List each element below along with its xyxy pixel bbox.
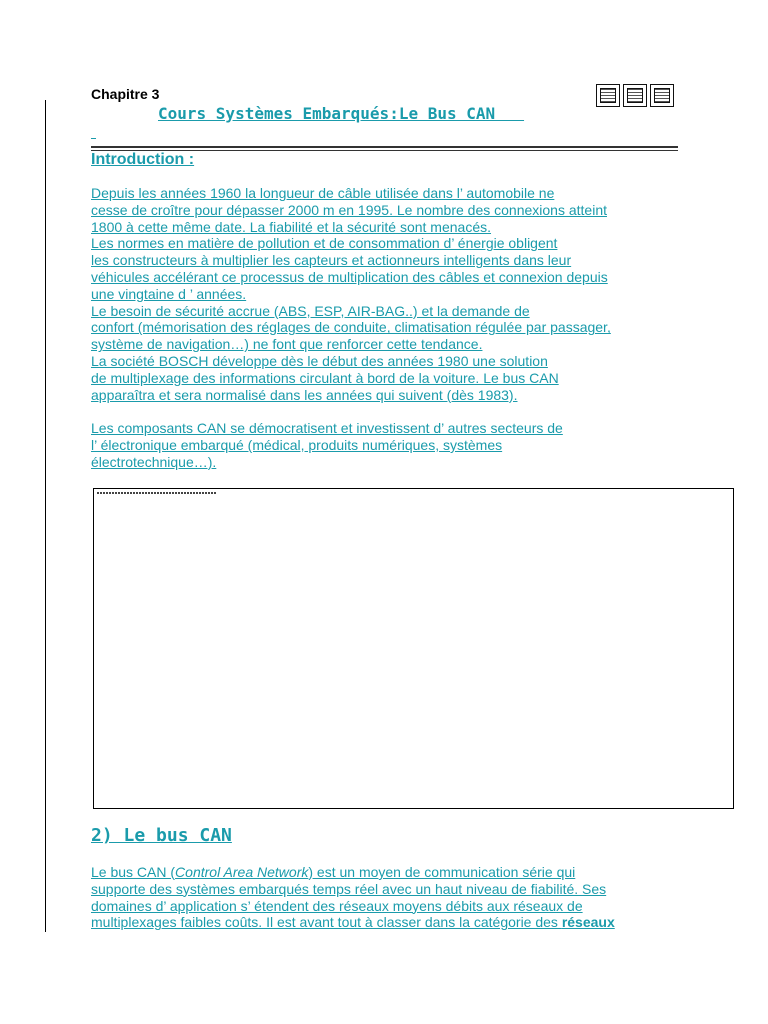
bus-para-start: Le bus CAN ( (91, 864, 176, 880)
header-rule (91, 146, 678, 148)
figure-frame (93, 488, 734, 809)
margin-line (45, 100, 46, 932)
intro-paragraph: Le besoin de sécurité accrue (ABS, ESP, AIR-BAG..) et la demande de confort (mémorisation des réglages de conduite, climatisation régulée par passager, système de navigation…) ne font que renforcer cette tendance. (91, 302, 611, 353)
bus-para-middle: ) est un moyen de communication série qui supporte des systèmes embarqués temps réel avec un haut niveau de fiabilité. Ses domaines d’ application s’ étendent des réseaux moyens débits aux réseaux de multiplexages faibles coûts. Il est avant tout à classer dans la catégorie des (91, 864, 607, 931)
bus-para-bold: réseaux (561, 914, 615, 931)
intro-paragraph: Les composants CAN se démocratisent et investissent d’ autres secteurs de l’ électronique embarqué (médical, produits numériques, systèmes électrotechnique…). (91, 420, 563, 470)
logo-box-icon (623, 84, 647, 107)
chapter-label: Chapitre 3 (91, 86, 160, 102)
bus-can-paragraph (91, 864, 691, 931)
introduction-body (91, 185, 691, 471)
introduction-heading: Introduction : (91, 151, 195, 168)
intro-paragraph: Depuis les années 1960 la longueur de câble utilisée dans l’ automobile ne cesse de croître pour dépasser 2000 m en 1995. Le nombre des connexions atteint 1800 à cette même date. La fiabilité et la sécurité sont menacés. (91, 185, 607, 235)
logo-box-icon (596, 84, 620, 107)
intro-paragraph: Les normes en matière de pollution et de consommation d’ énergie obligent les constructeurs à multiplier les capteurs et actionneurs intelligents dans leur véhicules accélérant ce processus de multiplication des câbles et connexion depuis une vingtaine d ’ années. (91, 235, 608, 302)
intro-paragraph: La société BOSCH développe dès le début des années 1980 une solution de multiplexage des informations circulant à bord de la voiture. Le bus CAN apparaîtra et sera normalisé dans les années qui suivent (dès 1983). (91, 352, 559, 403)
bus-para-italic: Control Area Network (175, 864, 309, 880)
logo-box-icon (650, 84, 674, 107)
course-title: Cours Systèmes Embarqués:Le Bus CAN (158, 104, 525, 123)
section-heading-bus-can: 2) Le bus CAN (91, 825, 232, 846)
title-underline-mark (91, 138, 96, 139)
figure-caption-illegible (97, 492, 217, 494)
